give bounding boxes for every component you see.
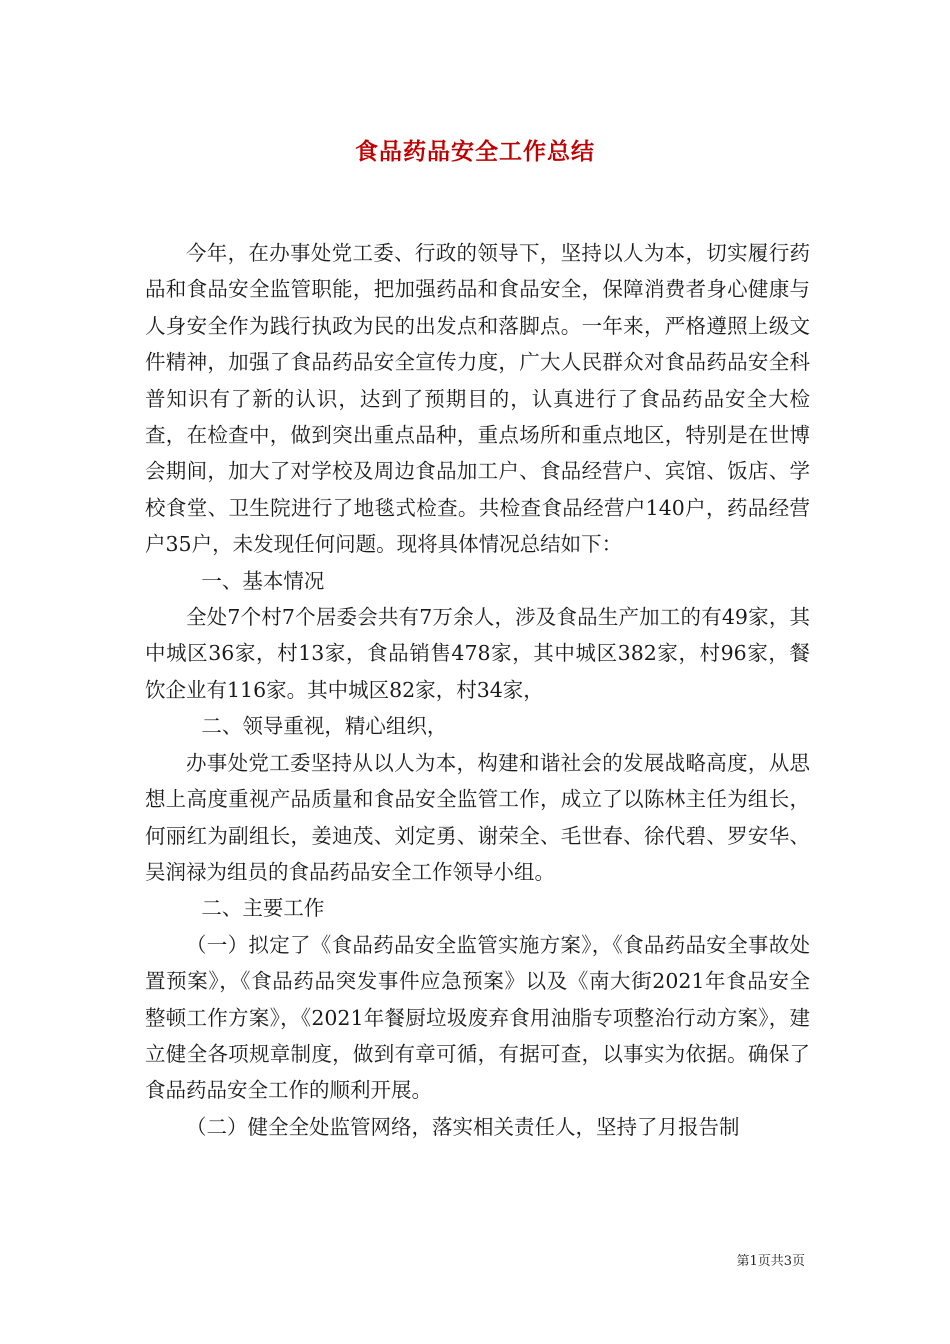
section-heading-basic-situation: 一、基本情况 bbox=[201, 568, 325, 593]
paragraph-main-work-2: （二）健全全处监管网络，落实相关责任人，坚持了月报告制 bbox=[186, 1114, 740, 1139]
document-body bbox=[145, 235, 810, 1145]
paragraph-basic-situation: 全处7个村7个居委会共有7万余人，涉及食品生产加工的有49家，其中城区36家，村13家，食品销售478家，其中城区382家，村96家，餐饮企业有116家。其中城区82家，村34家， bbox=[145, 605, 810, 702]
paragraph-intro: 今年，在办事处党工委、行政的领导下，坚持以人为本，切实履行药品和食品安全监管职能，把加强药品和食品安全，保障消费者身心健康与人身安全作为践行执政为民的出发点和落脚点。一年来，严格遵照上级文件精神，加强了食品药品安全宣传力度，广大人民群众对食品药品安全科普知识有了新的认识，达到了预期目的，认真进行了食品药品安全大检查，在检查中，做到突出重点品种，重点场所和重点地区，特别是在世博会期间，加大了对学校及周边食品加工户、食品经营户、宾馆、饭店、学校食堂、卫生院进行了地毯式检查。共检查食品经营户140户，药品经营户35户，未发现任何问题。现将具体情况总结如下： bbox=[145, 241, 810, 557]
paragraph-leadership: 办事处党工委坚持从以人为本，构建和谐社会的发展战略高度，从思想上高度重视产品质量和食品安全监管工作，成立了以陈林主任为组长，何丽红为副组长，姜迪茂、刘定勇、谢荣全、毛世春、徐代碧、罗安华、吴润禄为组员的食品药品安全工作领导小组。 bbox=[145, 750, 810, 884]
section-heading-main-work: 二、主要工作 bbox=[201, 896, 325, 921]
page-number: 第1页共3页 bbox=[736, 1254, 805, 1269]
paragraph-main-work-1: （一）拟定了《食品药品安全监管实施方案》，《食品药品安全事故处置预案》，《食品药品突发事件应急预案》以及《南大街2021年食品安全整顿工作方案》，《2021年餐厨垃圾废弃食用油脂专项整治行动方案》，建立健全各项规章制度，做到有章可循，有据可查，以事实为依据。确保了食品药品安全工作的顺利开展。 bbox=[145, 932, 810, 1103]
document-title: 食品药品安全工作总结 bbox=[355, 138, 595, 165]
section-heading-leadership: 二、领导重视，精心组织， bbox=[201, 714, 448, 739]
